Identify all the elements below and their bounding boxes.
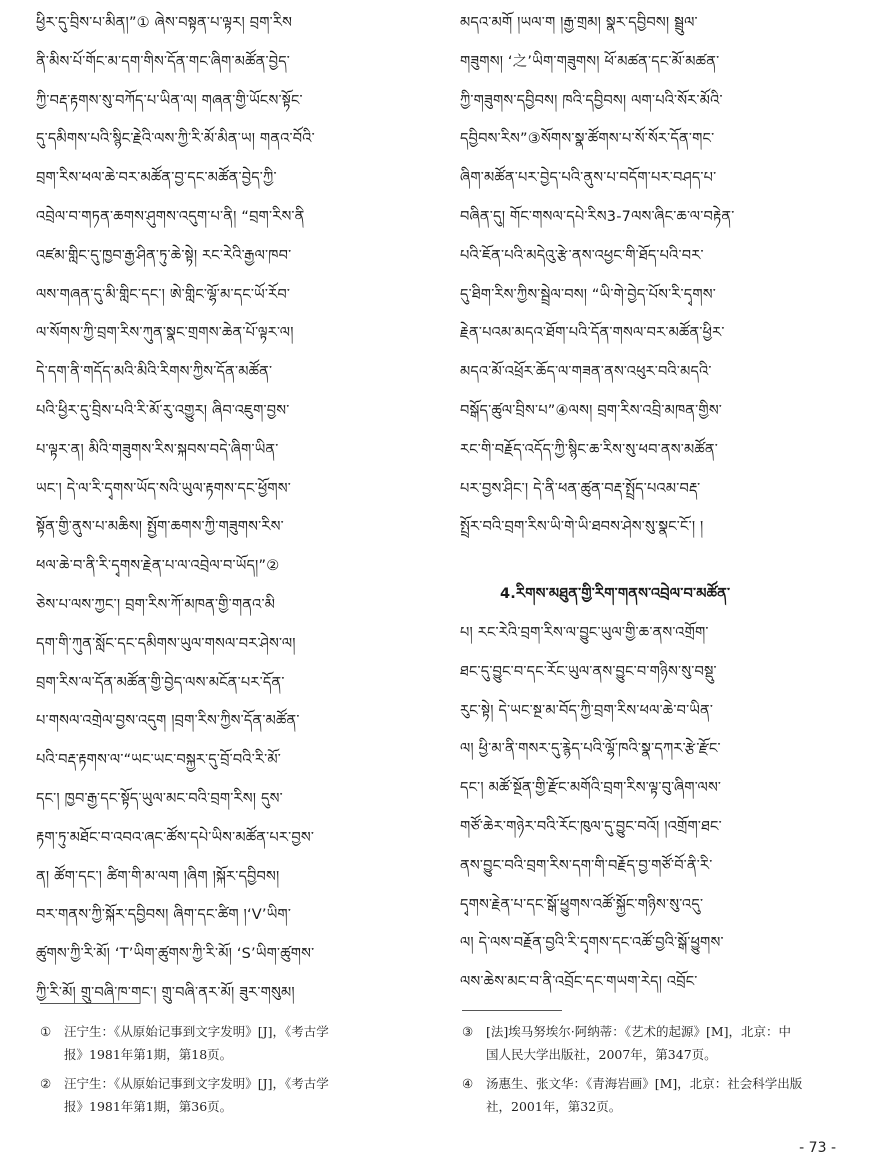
text-line: ཡང་། དེ་ལ་རི་དྭགས་ཡོད་སའི་ཡུལ་རྟགས་དང་ཕྱོགས་ (36, 480, 291, 497)
text-line: ཞིག་མཚོན་པར་བྱེད་པའི་ནུས་པ་བདོག་པར་བཤད་པ་ (460, 170, 717, 187)
text-line: ཀྱི་རི་མོ། གྲུ་བཞི་ཁ་གང་། གྲུ་བཞི་ནར་མོ། ཟུར་གསུམ། (36, 984, 295, 1001)
footnote-text-cont: 报》1981年第1期，第36页。 (64, 1099, 233, 1114)
text-line: རང་གི་བརྗོད་འདོད་ཀྱི་སྙིང་ཆ་རིས་སུ་ཕབ་ནས་མཚོན་ (460, 441, 718, 458)
text-line: རུང་སྟེ། དེ་ཡང་སྔ་མ་བོད་ཀྱི་བྲག་རིས་ཕལ་ཆེ་བ་ཡིན་ (460, 702, 714, 719)
text-line: པ་གསལ་འགྲེལ་བྱས་འདུག །བྲག་རིས་ཀྱིས་དོན་མཚོན་ (36, 713, 300, 730)
text-line: བསྒོད་ཚུལ་བྲིས་པ”④ལས། བྲག་རིས་འབྲི་མཁན་གྱིས་ (460, 402, 723, 419)
footnote-3 (462, 1020, 852, 1066)
text-line: འཛམ་གླིང་དུ་ཁྱབ་རྒྱ་ཤིན་ཏུ་ཆེ་སྟེ། རང་རེའི་རྒྱལ་ཁབ་ (36, 247, 292, 264)
footnote-mark: ④ (462, 1076, 474, 1091)
text-line: ལ་སོགས་ཀྱི་བྲག་རིས་ཀུན་སྣང་གྲགས་ཆེན་པོ་ལྟར་ལ། (36, 325, 294, 342)
text-line: ཀྱི་གཟུགས་དབྱིབས། ཁའི་དབྱིབས། ལག་པའི་སོར་མོའི་ (460, 92, 723, 109)
text-line: ལས་གཞན་དུ་མི་གླིང་དང་། ཨེ་གླིང་ལྷོ་མ་དང་ཡོ་རོབ་ (36, 286, 291, 303)
footnote-rule-left (40, 1003, 140, 1004)
text-line: བྲག་རིས་ལ་དོན་མཚོན་གྱི་བྱེད་ལས་མངོན་པར་དོན་ (36, 674, 285, 691)
text-line: རྗེན་པའམ་མདའ་ཐོག་པའི་དོན་གསལ་བར་མཚོན་ཕྱིར་ (460, 325, 725, 342)
footnote-text-cont: 国人民大学出版社，2007年，第347页。 (486, 1047, 717, 1062)
text-line: དབྱིབས་རིས”③སོགས་སྣ་ཚོགས་པ་སོ་སོར་དོན་གང་ (460, 131, 715, 148)
left-column (36, 4, 434, 1013)
text-line: ལ། ཕྱི་མ་ནི་གསར་དུ་རྙེད་པའི་ལྷོ་ཁའི་སྣ་དཀར་རྩེ་རྫོང་ (460, 741, 721, 758)
footnote-text-cont: 社，2001年，第32页。 (486, 1099, 622, 1114)
right-column (460, 4, 848, 1002)
text-line: དེ་དག་ནི་གདོད་མའི་མིའི་རིགས་ཀྱིས་དོན་མཚོན་ (36, 364, 273, 381)
text-line: དག་གི་ཀུན་སློང་དང་དམིགས་ཡུལ་གསལ་བར་ཤེས་ལ། (36, 635, 296, 652)
text-line: ཕལ་ཆེ་བ་ནི་རི་དྭགས་རྗེན་པ་ལ་འབྲེལ་བ་ཡོད།”② (36, 558, 280, 575)
text-line: ཐང་དུ་བྱུང་བ་དང་རོང་ཡུལ་ནས་བྱུང་བ་གཉིས་སུ་བསྡུ་ (460, 663, 717, 680)
footnote-text: [法]埃马努埃尔·阿纳蒂：《艺术的起源》[M]，北京：中 (486, 1024, 792, 1039)
text-line: པའི་ཕྱིར་དུ་བྲིས་པའི་རི་མོ་རུ་འགྱུར། ཞིབ་འཇུག་བྱས་ (36, 402, 290, 419)
text-line: ཚུགས་ཀྱི་རི་མོ། ‘T’ཡིག་ཚུགས་ཀྱི་རི་མོ། ‘S’ཡིག་ཚུགས་ (36, 946, 315, 963)
text-line: དུ་དམིགས་པའི་སྙིང་རྗེའི་ལས་ཀྱི་རི་མོ་མིན་ཡ། གནའ་བོའི་ (36, 131, 315, 148)
text-line: གཟུགས། ‘之’ཡིག་གཟུགས། ཕོ་མཚན་དང་མོ་མཚན་ (460, 53, 720, 70)
footnote-4 (462, 1072, 852, 1118)
text-line: པ། རང་རེའི་བྲག་རིས་ལ་བྱུང་ཡུལ་གྱི་ཆ་ནས་འགྲོག་ (460, 624, 709, 641)
text-line: བར་གནས་ཀྱི་སྐོར་དབྱིབས། ཞིག་དང་ཚིག །‘V’ཡིག་ (36, 907, 292, 924)
text-line: ནས་བྱུང་བའི་བྲག་རིས་དག་གི་བརྗོད་བྱ་གཙོ་བོ་ནི་རི་ (460, 857, 713, 874)
text-line: མདའ་མོ་འཕྲོར་ཆོད་ལ་གཟན་ནས་འཕུར་བའི་མདའི་ (460, 364, 712, 381)
footnote-1 (40, 1020, 430, 1066)
text-line: བྲག་རིས་ཕལ་ཆེ་བར་མཚོན་བྱ་དང་མཚོན་བྱེད་ཀྱི་ (36, 170, 277, 187)
text-line: ལས་ཆེས་མང་བ་ནི་འབྲོང་དང་གཡག་རེད། འབྲོང་ (460, 974, 698, 991)
footnote-text: 汪宁生：《从原始记事到文字发明》[J]，《考古学 (64, 1024, 329, 1039)
text-line: ཅེས་པ་ལས་ཀྱང་། བྲག་རིས་ཀོ་མཁན་གྱི་གནའ་མི (36, 596, 276, 613)
text-line: མདའ་མགོ །ཡལ་ག །རྒྱ་གྲམ། སྣར་དབྱིབས། སྦྲུལ་ (460, 15, 698, 31)
text-line: ཕྱིར་དུ་བྲིས་པ་མིན།”① ཞེས་བསྟན་པ་ལྟར། བྲག་རིས (36, 15, 293, 31)
text-line: དང་། ཁྱབ་རྒྱ་དང་སྟོད་ཡུལ་མང་བའི་བྲག་རིས། དུས་ (36, 790, 283, 807)
text-line: དྭགས་རྗེན་པ་དང་སྒོ་ཕྱུགས་འཚོ་སྐྱོང་གཉིས་སུ་འདུ་ (460, 896, 704, 913)
text-line: སྤྲོར་བའི་བྲག་རིས་ཡི་གེ་ཡི་ཐབས་ཤེས་སུ་སྣང་ངོ་། ། (460, 519, 704, 536)
text-line: དང་། མཚོ་སྔོན་གྱི་རྫོང་མགོའི་བྲག་རིས་ལྟ་བུ་ཞིག་ལས་ (460, 780, 722, 797)
page-number: - 73 - (799, 1140, 836, 1156)
text-line (460, 547, 848, 563)
footnote-mark: ③ (462, 1024, 474, 1039)
footnote-text: 汤惠生、张文华：《青海岩画》[M]，北京：社会科学出版 (486, 1076, 803, 1091)
text-line: པར་བྱས་ཤིང་། དེ་ནི་ཕན་ཚུན་བརྡ་སྤྲོད་པའམ་བརྡ་ (460, 480, 701, 497)
text-line: དུ་ཐིག་རིས་ཀྱིས་སྦྲེལ་བས། “ཡི་གེ་བྱེད་པོས་རི་དྭགས་ (460, 286, 717, 303)
footnote-text-cont: 报》1981年第1期，第18页。 (64, 1047, 233, 1062)
text-line: ན། ཚོག་དང་། ཚིག་གི་མ་ལག །ཞིག །སྐོར་དབྱིབས། (36, 868, 280, 885)
footnote-2 (40, 1072, 430, 1118)
text-line: བཞིན་དུ། གོང་གསལ་དཔེ་རིས3-7ལས་ཞིང་ཆ་ལ་བརྟེན་ (460, 208, 735, 225)
section-heading: 4.རིགས་མཐུན་གྱི་རིག་གནས་འབྲེལ་བ་མཚོན་ (500, 586, 731, 603)
footnote-text: 汪宁生：《从原始记事到文字发明》[J]，《考古学 (64, 1076, 329, 1091)
footnote-mark: ① (40, 1024, 52, 1039)
text-line: ལ། དེ་ལས་བརྗོན་བྱའི་རི་དྭགས་དང་འཚོ་བྱའི་སྒོ་ཕྱུགས་ (460, 935, 724, 952)
text-line: པའི་བརྡ་རྟགས་ལ་“ཡང་ཡང་བསྐྱར་དུ་བྲོ་བའི་རི་མོ་ (36, 752, 282, 769)
text-line: པ་ལྟར་ན། མིའི་གཟུགས་རིས་སྐབས་བདེ་ཞིག་ཡིན་ (36, 441, 279, 458)
text-line: རྟག་ཏུ་མཐོང་བ་འབའ་ཞང་ཚོས་དཔེ་ཡིས་མཚོན་པར་བྱས་ (36, 829, 315, 846)
text-line: ཀྱི་བརྡ་རྟགས་སུ་བཀོད་པ་ཡིན་ལ། གཞན་གྱི་ཡོངས་སྟོང་ (36, 92, 303, 109)
text-line: ནི་མིས་པོ་གོང་མ་དག་གིས་དོན་གང་ཞིག་མཚོན་བྱེད་ (36, 53, 291, 70)
text-line: སྟོན་གྱི་ནུས་པ་མཆིས། སྤྱོག་ཆགས་ཀྱི་གཟུགས་རིས་ (36, 519, 284, 536)
text-line: པའི་ཇོན་པའི་མདེའུ་རྩེ་ནས་འཕྱང་གི་ཐོད་པའི་བར་ (460, 247, 704, 264)
footnote-mark: ② (40, 1076, 52, 1091)
footnote-rule-right (462, 1010, 562, 1011)
text-line: འབྲེལ་བ་གཏན་ཆགས་ཤུགས་འདུག་པ་ནི། “བྲག་རིས་ནི (36, 208, 305, 225)
text-line: གཙོ་ཆེར་གཉེར་བའི་རོང་ཁུལ་དུ་བྱུང་བའོ། །འགྲོག་ཐང་ (460, 818, 722, 835)
